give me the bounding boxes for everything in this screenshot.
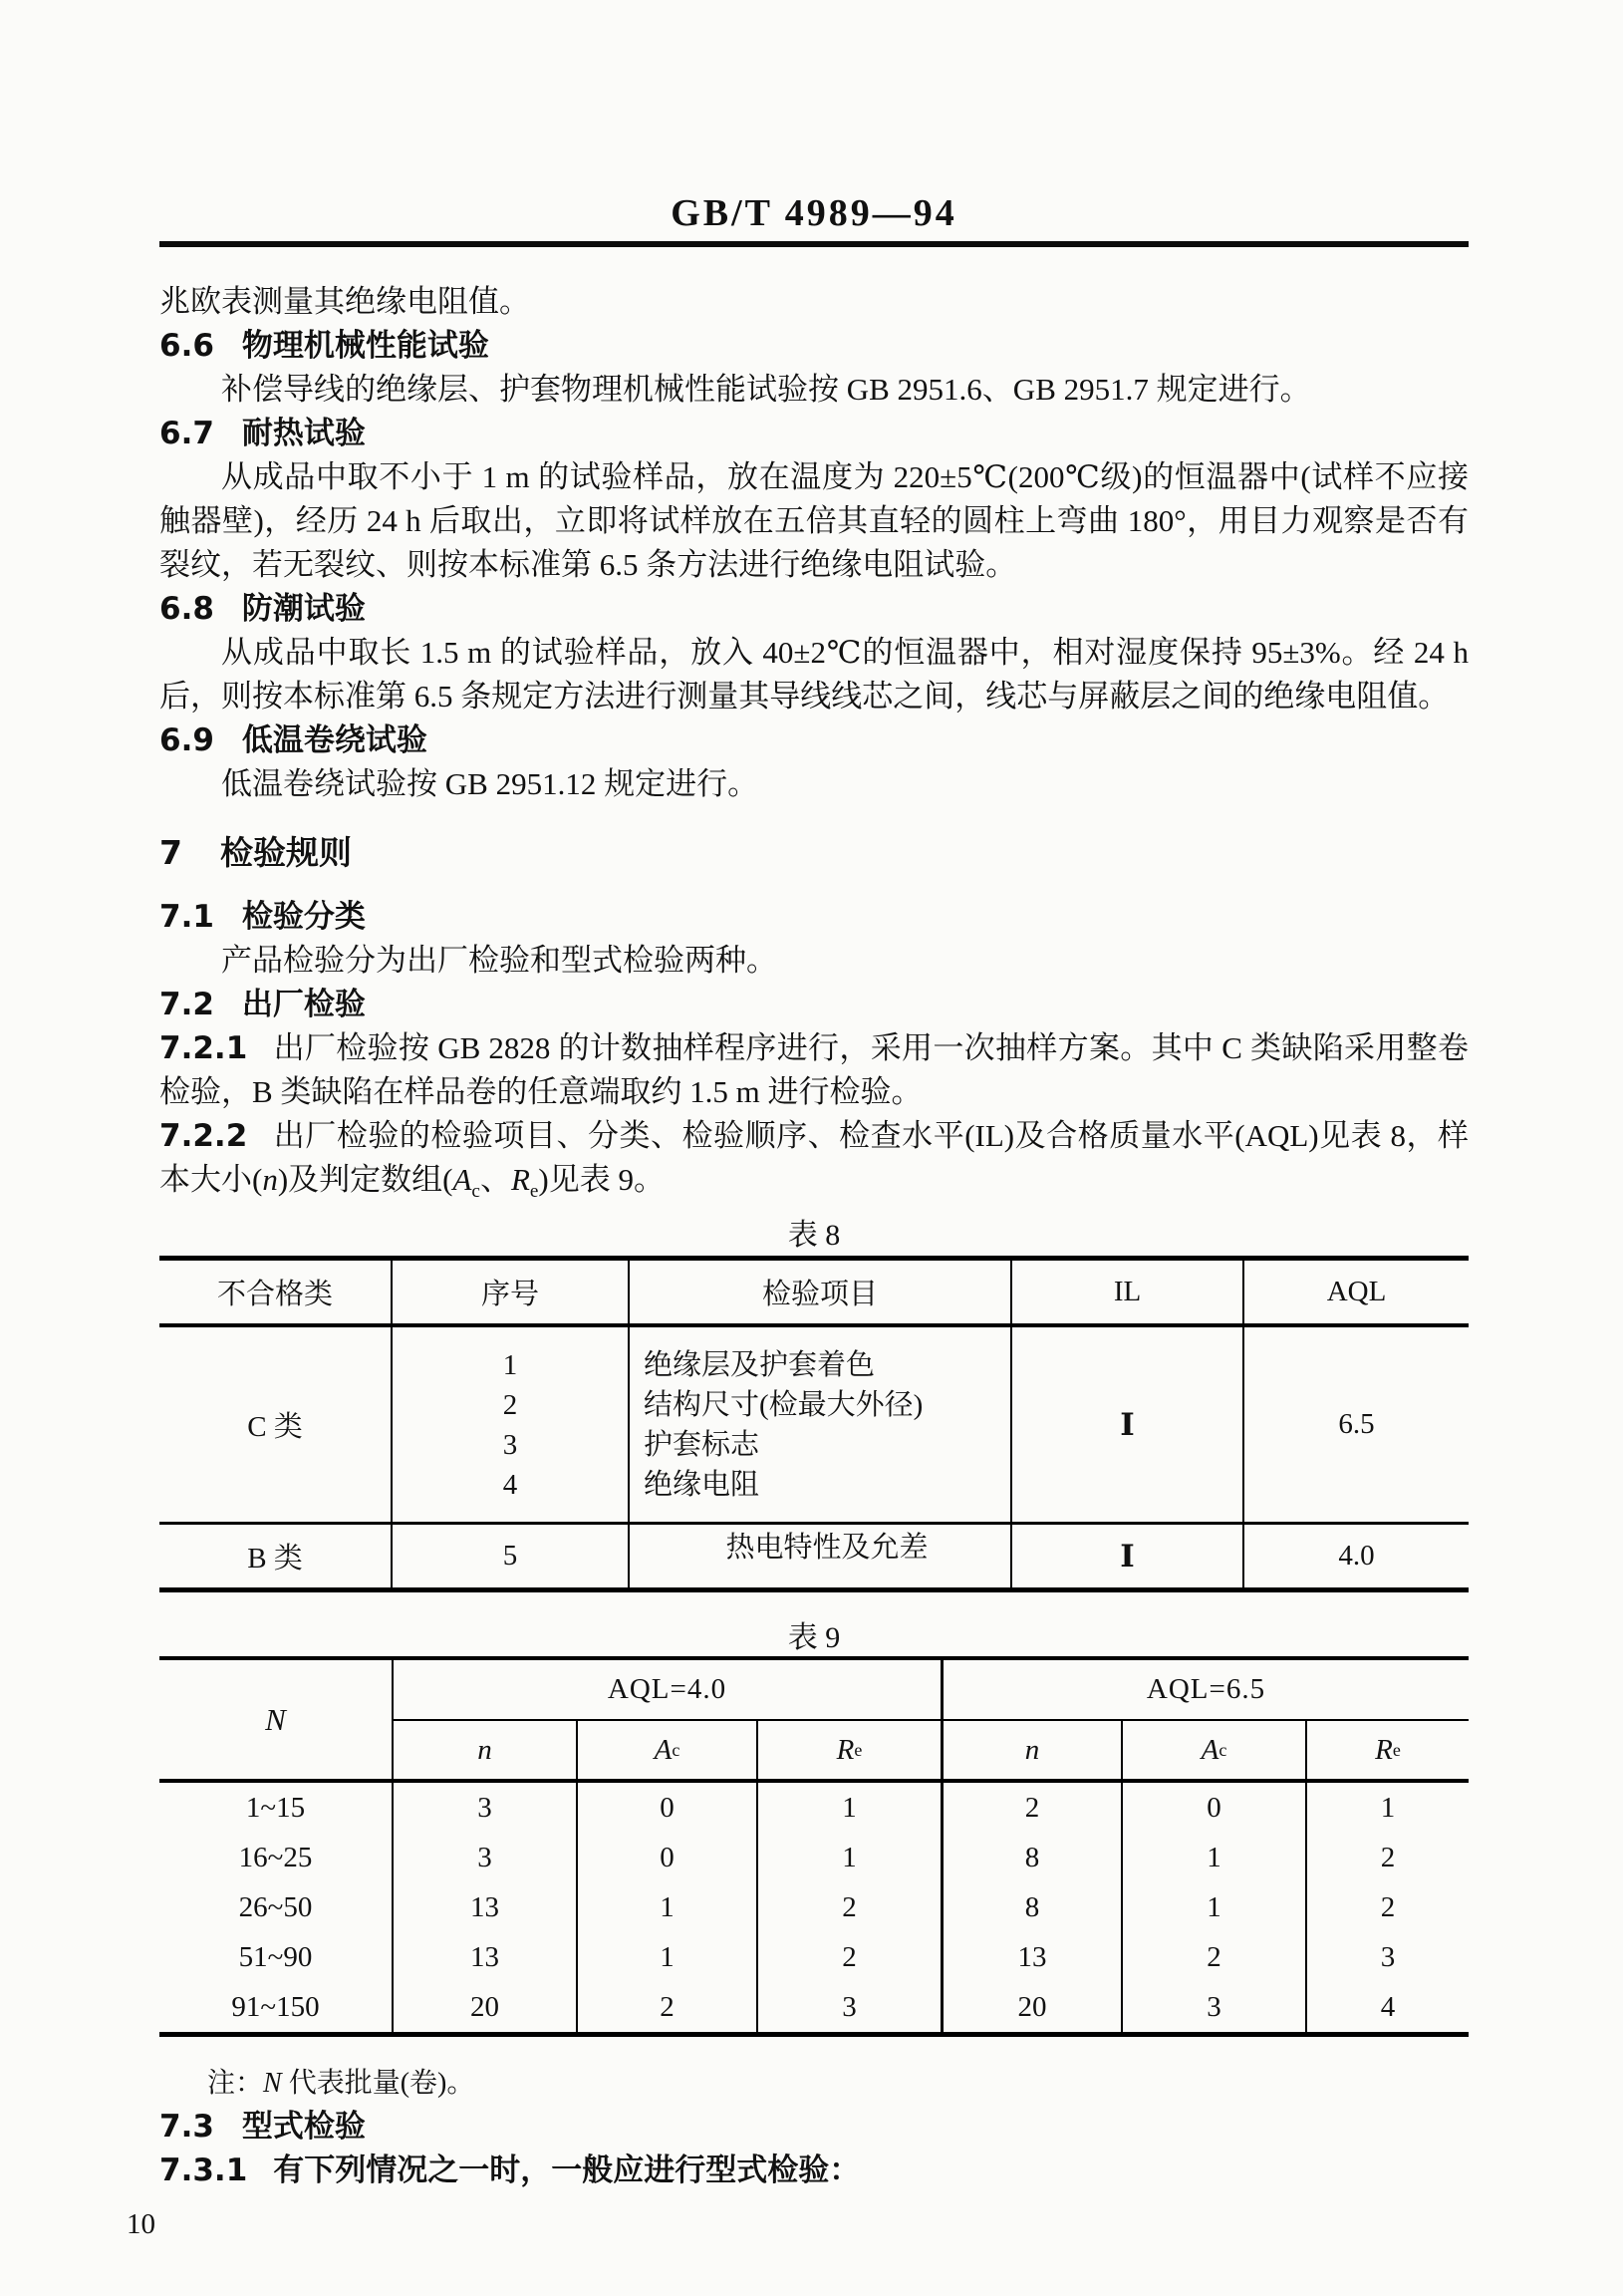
- clause-title: 低温卷绕试验: [241, 722, 427, 758]
- clause-text: 出厂检验的检验项目、分类、检验顺序、检查水平(IL)及合格质量水平(AQL)见表 8，样本大小(: [159, 1118, 1469, 1197]
- table-9: [159, 1656, 1469, 2037]
- paragraph-continuation: 兆欧表测量其绝缘电阻值。: [159, 284, 530, 319]
- clause-title: 出厂检验: [241, 987, 366, 1022]
- clause-text: )及判定数组(: [277, 1162, 453, 1197]
- standard-code: GB/T 4989—94: [671, 192, 957, 234]
- table9-value-cell: 4: [1305, 1982, 1469, 2032]
- table9-range-cell: 26~50: [238, 1890, 313, 1923]
- clause-7-3-1: [159, 2149, 1469, 2192]
- table8-aql-cell: 4.0: [1242, 1525, 1469, 1587]
- inspection-item: 绝缘电阻: [644, 1468, 760, 1501]
- table8-header-cell: AQL: [1242, 1261, 1469, 1327]
- table9-value-cell: 3: [756, 1982, 941, 2032]
- subscript-c: c: [672, 1739, 680, 1760]
- clause-number: 7.2: [159, 987, 214, 1022]
- table9-group-header: AQL=6.5: [941, 1660, 1469, 1721]
- variable-R: R: [510, 1162, 530, 1197]
- heading-7-1: [159, 895, 1469, 939]
- table8-caption: 表 8: [787, 1219, 841, 1253]
- table8-seq-cell: [391, 1327, 628, 1525]
- clause-text: )见表 9。: [538, 1162, 665, 1197]
- heading-7-3: [159, 2105, 1469, 2149]
- table8-il-cell: Ⅰ: [1010, 1525, 1242, 1587]
- table9-group-header: AQL=4.0: [392, 1660, 941, 1721]
- table9-value-cell: 2: [1305, 1882, 1469, 1932]
- inspection-item: 结构尺寸(检最大外径): [644, 1388, 924, 1421]
- table9-value-cell: 2: [941, 1783, 1121, 1833]
- heading-7-2: [159, 983, 1469, 1026]
- subscript-e: e: [854, 1739, 863, 1760]
- table9-value-cell: 2: [756, 1882, 941, 1932]
- table-8: [159, 1256, 1469, 1592]
- clause-number: 7.2.1: [159, 1030, 248, 1066]
- subscript-c: c: [1218, 1739, 1227, 1760]
- table9-value-cell: 3: [1121, 1982, 1305, 2032]
- paragraph-7-1: 产品检验分为出厂检验和型式检验两种。: [221, 943, 777, 978]
- paragraph-6-8: 从成品中取长 1.5 m 的试验样品，放入 40±2℃的恒温器中，相对湿度保持 95±3%。经 24 h 后，则按本标准第 6.5 条规定方法进行测量其导线线芯之间，线芯与屏蔽层之间的绝缘电阻值。: [159, 635, 1469, 714]
- table9-subheader-Ac: [576, 1721, 756, 1783]
- variable-A: A: [654, 1733, 673, 1766]
- clause-number: 7.3.1: [159, 2152, 248, 2189]
- page-number: 10: [127, 2208, 155, 2241]
- inspection-item: 护套标志: [644, 1428, 760, 1461]
- table9-value-cell: 0: [576, 1833, 756, 1882]
- heading-6-8: [159, 587, 1469, 631]
- table9-value-cell: 13: [392, 1882, 576, 1932]
- variable-n: n: [262, 1162, 278, 1197]
- heading-6-6: [159, 324, 1469, 368]
- table9-value-cell: 13: [392, 1932, 576, 1982]
- clause-text: 有下列情况之一时，一般应进行型式检验：: [273, 2152, 861, 2189]
- seq-number: 1: [502, 1348, 518, 1381]
- note-prefix: 注：: [207, 2068, 264, 2100]
- table8-header-cell: 序号: [391, 1261, 628, 1327]
- clause-title: 型式检验: [241, 2109, 366, 2146]
- variable-R: R: [836, 1733, 855, 1766]
- table8-header-cell: IL: [1010, 1261, 1242, 1327]
- seq-number: 2: [502, 1388, 518, 1421]
- table9-range-cell: 51~90: [238, 1940, 313, 1973]
- table9-subheader-Re: [1305, 1721, 1469, 1783]
- table9-caption: 表 9: [787, 1621, 841, 1655]
- clause-title: 防潮试验: [241, 591, 366, 627]
- table8-header-cell: 检验项目: [628, 1261, 1010, 1327]
- subscript-e: e: [529, 1181, 539, 1203]
- table9-value-cell: 2: [756, 1932, 941, 1982]
- paragraph-6-6: 补偿导线的绝缘层、护套物理机械性能试验按 GB 2951.6、GB 2951.7 规定进行。: [221, 372, 1311, 407]
- table9-value-cell: 1: [756, 1833, 941, 1882]
- table9-note: [159, 2063, 1469, 2105]
- paragraph-6-9: 低温卷绕试验按 GB 2951.12 规定进行。: [221, 766, 759, 801]
- table9-value-cell: 2: [576, 1982, 756, 2032]
- heading-7: [159, 828, 1469, 878]
- variable-N: N: [263, 2068, 282, 2100]
- clause-number: 6.7: [159, 416, 214, 451]
- table9-range-cell: 91~150: [231, 1990, 320, 2023]
- clause-text: 出厂检验按 GB 2828 的计数抽样程序进行，采用一次抽样方案。其中 C 类缺陷采用整卷检验，B 类缺陷在样品卷的任意端取约 1.5 m 进行检验。: [159, 1030, 1469, 1109]
- table9-value-cell: 8: [941, 1882, 1121, 1932]
- table9-subheader-n: n: [392, 1721, 576, 1783]
- table8-category-cell: C 类: [159, 1327, 391, 1525]
- inspection-item: 绝缘层及护套着色: [644, 1348, 876, 1381]
- clause-title: 检验规则: [219, 833, 352, 872]
- table9-n-header: N: [159, 1660, 392, 1783]
- clause-7-2-1: [159, 1026, 1469, 1114]
- separator: 、: [479, 1162, 511, 1197]
- table9-subheader-Re: [756, 1721, 941, 1783]
- table8-il-cell: Ⅰ: [1010, 1327, 1242, 1525]
- page-content: [0, 192, 1623, 2246]
- table9-value-cell: 3: [1305, 1932, 1469, 1982]
- note-text: 代表批量(卷)。: [281, 2068, 475, 2100]
- table8-header-cell: 不合格类: [159, 1261, 391, 1327]
- clause-title: 检验分类: [241, 899, 366, 935]
- variable-R: R: [1375, 1733, 1393, 1766]
- clause-number: 6.6: [159, 328, 214, 364]
- table9-range-cell: 16~25: [238, 1841, 313, 1873]
- table9-value-cell: 1: [1121, 1882, 1305, 1932]
- table9-value-cell: 0: [1121, 1783, 1305, 1833]
- table9-value-cell: 3: [392, 1833, 576, 1882]
- table9-value-cell: 8: [941, 1833, 1121, 1882]
- clause-number: 7.2.2: [159, 1118, 248, 1154]
- table9-value-cell: 1: [756, 1783, 941, 1833]
- table8-items-cell: 热电特性及允差: [628, 1525, 1010, 1587]
- table9-range-cell: 1~15: [245, 1791, 306, 1824]
- clause-title: 耐热试验: [241, 416, 366, 451]
- table9-subheader-Ac: [1121, 1721, 1305, 1783]
- seq-number: 3: [502, 1428, 518, 1461]
- header-rule: [159, 241, 1469, 247]
- clause-number: 6.8: [159, 591, 214, 627]
- subscript-e: e: [1392, 1739, 1401, 1760]
- heading-6-9: [159, 718, 1469, 762]
- table9-value-cell: 1: [1121, 1833, 1305, 1882]
- table9-subheader-n: n: [941, 1721, 1121, 1783]
- variable-A: A: [1201, 1733, 1219, 1766]
- table9-value-cell: 13: [941, 1932, 1121, 1982]
- table8-aql-cell: 6.5: [1242, 1327, 1469, 1525]
- table9-value-cell: 1: [576, 1882, 756, 1932]
- clause-title: 物理机械性能试验: [241, 328, 489, 364]
- table9-value-cell: 20: [941, 1982, 1121, 2032]
- table9-value-cell: 1: [1305, 1783, 1469, 1833]
- table9-value-cell: 1: [576, 1932, 756, 1982]
- paragraph-6-7: 从成品中取不小于 1 m 的试验样品，放在温度为 220±5℃(200℃级)的恒温器中(试样不应接触器壁)，经历 24 h 后取出，立即将试样放在五倍其直轻的圆柱上弯曲 180°，用目力观察是否有裂纹，若无裂纹、则按本标准第 6.5 条方法进行绝缘电阻试验。: [159, 459, 1469, 582]
- table9-value-cell: 20: [392, 1982, 576, 2032]
- table9-value-cell: 2: [1305, 1833, 1469, 1882]
- heading-6-7: [159, 412, 1469, 455]
- table9-value-cell: 2: [1121, 1932, 1305, 1982]
- table9-value-cell: 3: [392, 1783, 576, 1833]
- clause-number: 7.3: [159, 2109, 214, 2146]
- variable-A: A: [452, 1162, 472, 1197]
- clause-number: 7.1: [159, 899, 214, 935]
- table8-seq-cell: 5: [391, 1525, 628, 1587]
- table8-items-cell: [628, 1327, 1010, 1525]
- subscript-c: c: [471, 1181, 480, 1203]
- clause-number: 7: [159, 833, 182, 872]
- seq-number: 4: [502, 1468, 518, 1501]
- table8-category-cell: B 类: [247, 1543, 303, 1576]
- clause-number: 6.9: [159, 722, 214, 758]
- clause-7-2-2: [159, 1114, 1469, 1214]
- table9-value-cell: 0: [576, 1783, 756, 1833]
